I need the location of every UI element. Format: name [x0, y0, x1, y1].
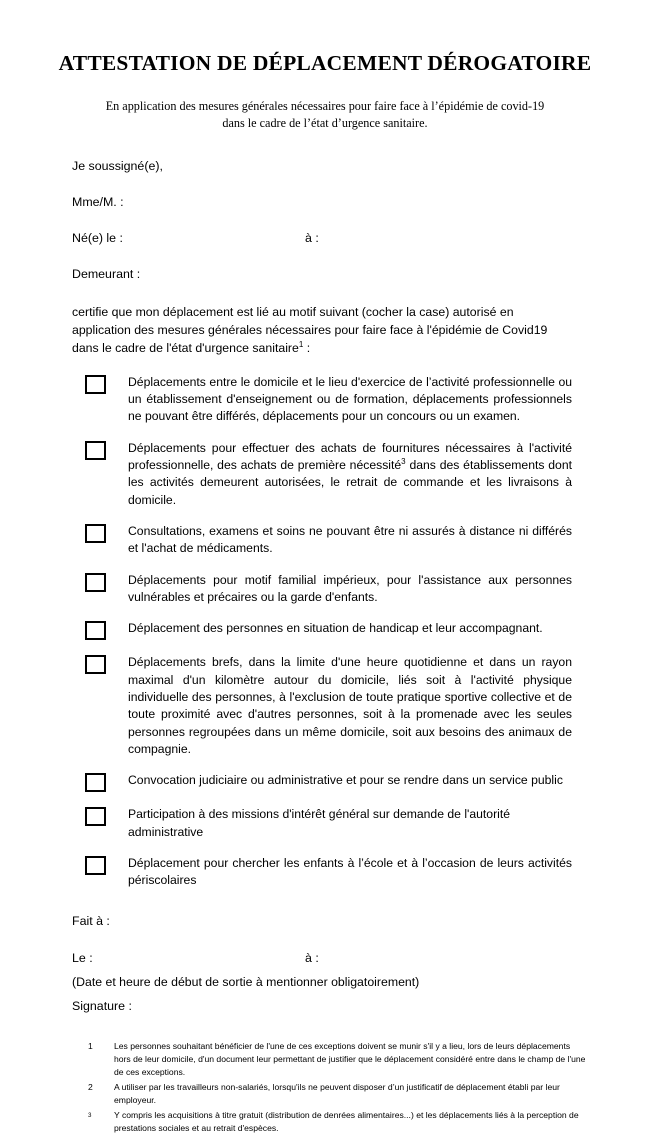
reason-label-sante: Consultations, examens et soins ne pouvant être ni assurés à distance ni différés et l'achat de médicaments.	[128, 524, 572, 556]
footnote-1-marker: 1	[88, 1041, 93, 1052]
reason-label-travail: Déplacements entre le domicile et le lieu d'exercice de l’activité professionnelle ou un établissement d'enseignement ou de formation, déplacements professionnels ne pouvant être différés, déplacements pour un concours ou un examen.	[128, 374, 572, 424]
reason-label-handicap: Déplacement des personnes en situation de handicap et leur accompagnant.	[128, 621, 543, 636]
subtitle-line-2: dans le cadre de l’état d’urgence sanitaire.	[222, 115, 428, 130]
birth-field-row[interactable]	[72, 231, 572, 246]
footnote-2	[88, 1081, 588, 1107]
footnote-3-marker: 3	[88, 1111, 92, 1119]
checkbox-achats[interactable]	[85, 441, 106, 460]
page-subtitle	[0, 76, 650, 133]
reason-row-enfants[interactable]	[85, 855, 572, 890]
checkbox-familial[interactable]	[85, 573, 106, 592]
address-label: Demeurant :	[72, 267, 141, 282]
checkbox-sante[interactable]	[85, 524, 106, 543]
address-field-row[interactable]	[72, 267, 572, 282]
reason-label-mission: Participation à des missions d'intérêt général sur demande de l'autorité administrative	[128, 807, 511, 839]
footnote-3-text: Y compris les acquisitions à titre gratuit (distribution de denrées alimentaires...) et les déplacements liés à la perception de prestations sociales et au retrait d'espèces.	[114, 1109, 579, 1133]
checkbox-convocation[interactable]	[85, 773, 106, 792]
reason-label-enfants: Déplacement pour chercher les enfants à l’école et à l’occasion de leurs activités périscolaires	[128, 856, 572, 888]
certification-footnote-marker: 1	[298, 339, 304, 349]
reason-row-travail[interactable]	[85, 374, 572, 426]
footnotes-section	[0, 1040, 650, 1134]
checkbox-enfants[interactable]	[85, 856, 106, 875]
subtitle-line-1: En application des mesures générales nécessaires pour faire face à l’épidémie de covid-19	[105, 98, 545, 113]
signature-label[interactable]: Signature :	[72, 999, 132, 1014]
checkbox-travail[interactable]	[85, 375, 106, 394]
footnote-1	[88, 1040, 588, 1079]
time-label: à :	[305, 950, 319, 965]
footnote-1-text: Les personnes souhaitant bénéficier de l'une de ces exceptions doivent se munir s'il y a lieu, lors de leurs déplacements hors de leur domicile, d'un document leur permettant de justifier que le déplacement considéré entre dans le champ de l'une de ces exceptions.	[114, 1041, 586, 1078]
reason-row-achats[interactable]	[85, 440, 572, 509]
date-field-row[interactable]	[72, 951, 572, 966]
reason-label-convocation: Convocation judiciaire ou administrative et pour se rendre dans un service public	[128, 773, 563, 788]
certification-text-after: :	[303, 340, 311, 355]
reason-label-brefs: Déplacements brefs, dans la limite d'une heure quotidienne et dans un rayon maximal d'un kilomètre autour du domicile, liés soit à l'activité physique individuelle des personnes, à l'exclusion de toute pratique sportive collective et de toute proximité avec d'autres personnes, soit à la promenade avec les seules personnes regroupées dans un même domicile, soit aux besoins des animaux de compagnie.	[128, 655, 572, 757]
checkbox-mission[interactable]	[85, 807, 106, 826]
reason-achats-part2: dans des établissements dont les activités demeurent autorisées, le retrait de commande et les livraisons à domicile.	[128, 458, 572, 507]
checkbox-handicap[interactable]	[85, 621, 106, 640]
footer-fields	[0, 914, 650, 1015]
declarant-line	[72, 159, 572, 174]
reason-label-familial: Déplacements pour motif familial impérieux, pour l'assistance aux personnes vulnérables et précaires ou la garde d'enfants.	[128, 572, 572, 605]
date-label: Le :	[72, 950, 93, 965]
page-title: ATTESTATION DE DÉPLACEMENT DÉROGATOIRE	[58, 51, 592, 75]
declarant-label: Je soussigné(e),	[72, 159, 163, 174]
form-body	[0, 159, 650, 889]
reason-row-convocation[interactable]	[85, 772, 572, 792]
reason-achats-footnote-marker: 3	[401, 457, 406, 467]
certification-text: certifie que mon déplacement est lié au motif suivant (cocher la case) autorisé en application des mesures générales nécessaires pour faire face à l'épidémie de Covid19 dans le cadre de l'état d'urgence sanitaire	[72, 305, 548, 355]
datetime-note: (Date et heure de début de sortie à mentionner obligatoirement)	[72, 974, 420, 989]
place-field-row[interactable]	[72, 914, 572, 929]
footnote-2-marker: 2	[88, 1081, 93, 1092]
name-field-row[interactable]	[72, 195, 572, 210]
birth-date-label: Né(e) le :	[72, 231, 123, 246]
place-label: Fait à :	[72, 913, 110, 928]
reason-label-achats	[128, 440, 572, 509]
birth-place-label: à :	[305, 231, 319, 246]
reason-achats-part1: Déplacements pour effectuer des achats de fournitures nécessaires à l'activité professionnelle, des achats de première nécessité	[128, 440, 572, 473]
reason-row-mission[interactable]	[85, 806, 572, 841]
certification-statement	[72, 304, 572, 357]
reason-row-brefs[interactable]	[85, 654, 572, 758]
name-label: Mme/M. :	[72, 195, 124, 210]
reason-row-familial[interactable]	[85, 572, 572, 607]
reason-row-handicap[interactable]	[85, 620, 572, 640]
checkbox-brefs[interactable]	[85, 655, 106, 674]
reason-row-sante[interactable]	[85, 523, 572, 558]
footnote-3	[88, 1109, 588, 1135]
footnote-2-text: A utiliser par les travailleurs non-salariés, lorsqu'ils ne peuvent disposer d’un justificatif de déplacement établi par leur employeur.	[114, 1081, 560, 1105]
reasons-list	[72, 374, 572, 890]
